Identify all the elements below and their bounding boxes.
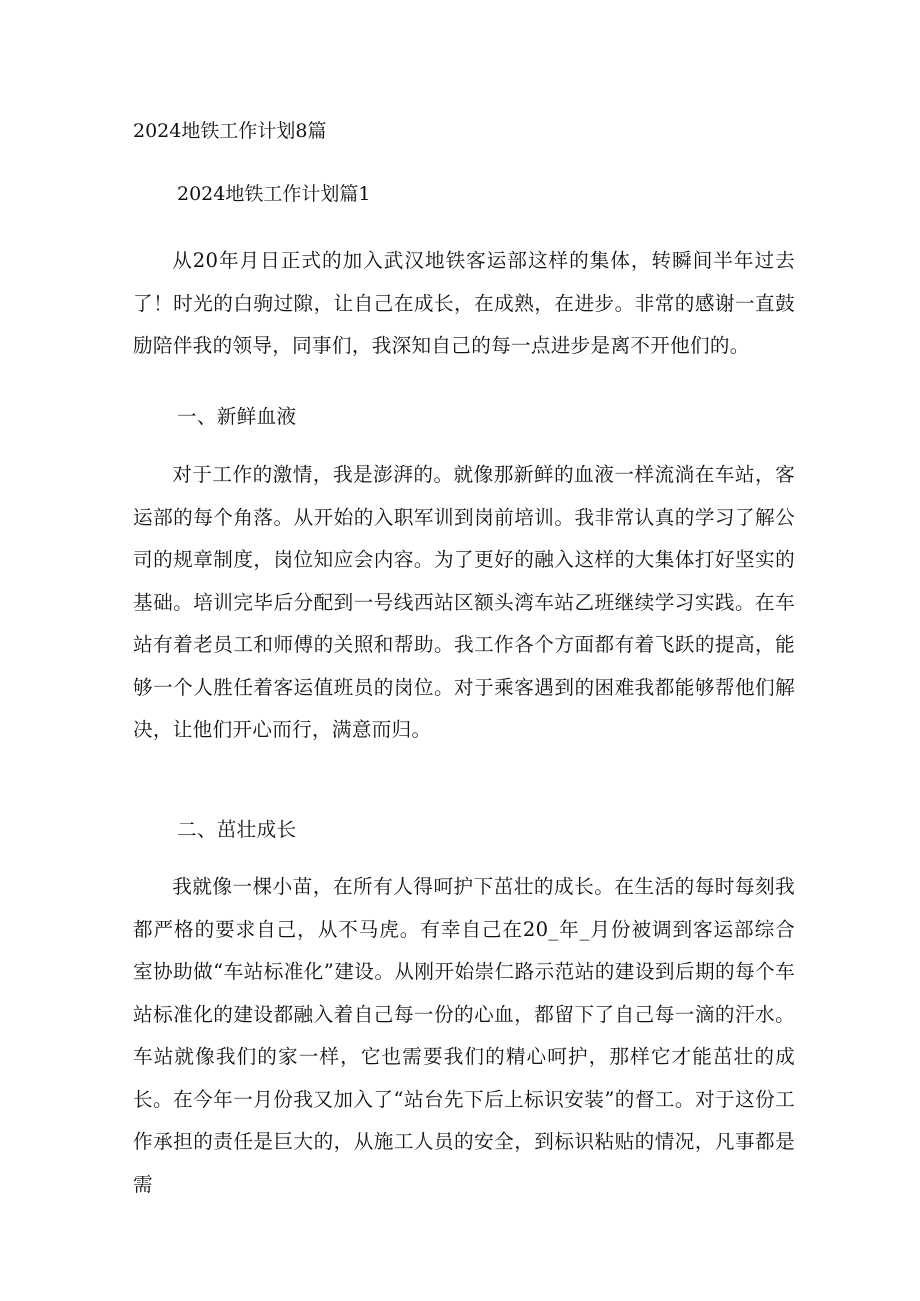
heading-growth: 二、茁壮成长 xyxy=(177,818,297,841)
section-title: 2024地铁工作计划篇1 xyxy=(177,183,371,205)
heading-fresh-blood: 一、新鲜血液 xyxy=(177,405,297,428)
paragraph-growth: 我就像一棵小苗，在所有人得呵护下茁壮的成长。在生活的每时每刻我都严格的要求自己，从不马虎。有幸自己在20_年_月份被调到客运部综合室协助做“车站标准化”建设。从刚开始崇仁路示范站的建设到后期的每个车站标准化的建设都融入着自己每一份的心血，都留下了自己每一滴的汗水。车站就像我们的家一样，它也需要我们的精心呵护，那样它才能茁壮的成长。在今年一月份我又加入了“站台先下后上标识安装”的督工。对于这份工作承担的责任是巨大的，从施工人员的安全，到标识粘贴的情况，凡事都是需 xyxy=(133,875,795,1196)
document-title: 2024地铁工作计划8篇 xyxy=(133,120,327,142)
paragraph-intro: 从20年月日正式的加入武汉地铁客运部这样的集体，转瞬间半年过去了！时光的白驹过隙，让自己在成长，在成熟，在进步。非常的感谢一直鼓励陪伴我的领导，同事们，我深知自己的每一点进步是离不开他们的。 xyxy=(133,249,795,357)
paragraph-fresh-blood: 对于工作的激情，我是澎湃的。就像那新鲜的血液一样流淌在车站，客运部的每个角落。从开始的入职军训到岗前培训。我非常认真的学习了解公司的规章制度，岗位知应会内容。为了更好的融入这样的大集体打好坚实的基础。培训完毕后分配到一号线西站区额头湾车站乙班继续学习实践。在车站有着老员工和师傅的关照和帮助。我工作各个方面都有着飞跃的提高，能够一个人胜任着客运值班员的岗位。对于乘客遇到的困难我都能够帮他们解决，让他们开心而行，满意而归。 xyxy=(133,463,795,741)
